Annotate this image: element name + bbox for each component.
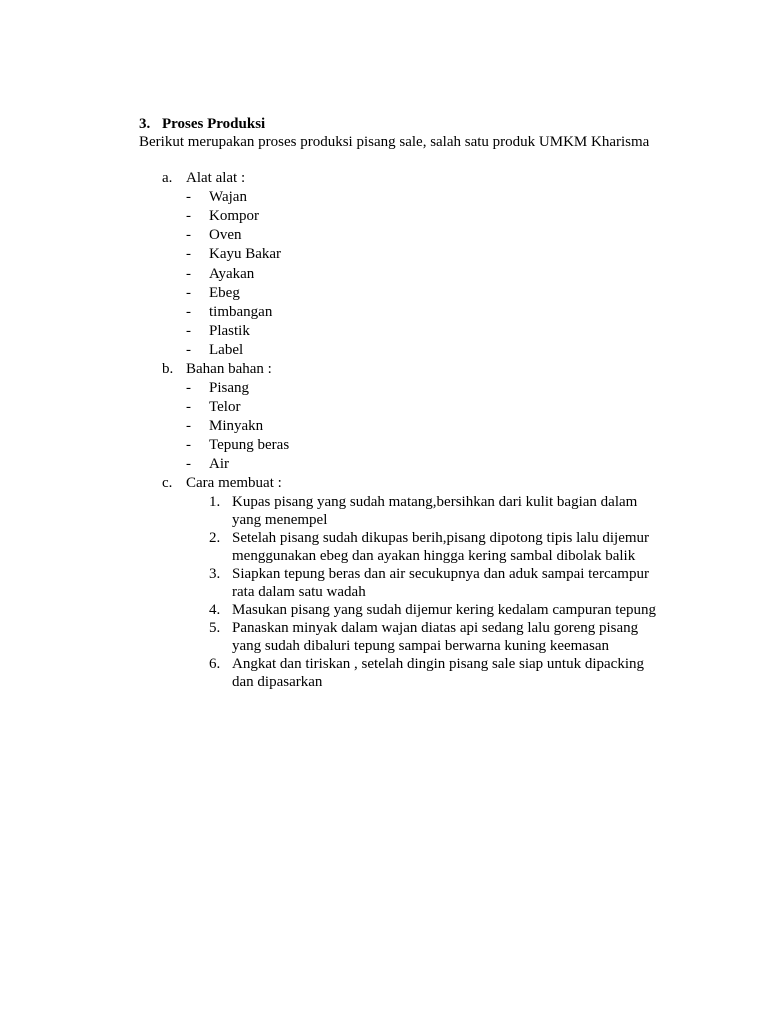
step-text-line: Masukan pisang yang sudah dijemur kering kedalam campuran tepung — [232, 602, 657, 618]
list-item: Tepung beras — [209, 437, 290, 453]
section-title: Proses Produksi — [162, 116, 266, 132]
alat-heading: Alat alat : — [186, 170, 246, 186]
bullet: - — [186, 266, 191, 282]
step-text-line: Setelah pisang sudah dikupas berih,pisang dipotong tipis lalu dijemur — [232, 530, 650, 546]
bullet: - — [186, 456, 191, 472]
step-text-line: rata dalam satu wadah — [232, 584, 366, 600]
list-item: Pisang — [209, 380, 250, 396]
list-item: Oven — [209, 227, 242, 243]
list-item: Kayu Bakar — [209, 246, 282, 262]
bahan-heading: Bahan bahan : — [186, 361, 272, 377]
step-text-line: Siapkan tepung beras dan air secukupnya dan aduk sampai tercampur — [232, 566, 649, 582]
list-item: timbangan — [209, 304, 273, 320]
step-number: 4. — [209, 602, 221, 618]
bullet: - — [186, 323, 191, 339]
step-number: 6. — [209, 656, 221, 672]
step-number: 2. — [209, 530, 221, 546]
bullet: - — [186, 285, 191, 301]
step-number: 3. — [209, 566, 221, 582]
bullet: - — [186, 189, 191, 205]
list-marker-a: a. — [162, 170, 173, 186]
bullet: - — [186, 380, 191, 396]
step-text-line: dan dipasarkan — [232, 674, 323, 690]
list-item: Label — [209, 342, 244, 358]
bullet: - — [186, 246, 191, 262]
bullet: - — [186, 227, 191, 243]
bullet: - — [186, 342, 191, 358]
list-item: Telor — [209, 399, 241, 415]
list-item: Kompor — [209, 208, 259, 224]
step-text-line: yang sudah dibaluri tepung sampai berwarna kuning keemasan — [232, 638, 609, 654]
list-marker-c: c. — [162, 475, 173, 491]
section-number: 3. — [139, 116, 151, 132]
step-text-line: menggunakan ebeg dan ayakan hingga kering sambal dibolak balik — [232, 548, 636, 564]
list-item: Plastik — [209, 323, 250, 339]
step-text-line: Kupas pisang yang sudah matang,bersihkan dari kulit bagian dalam — [232, 494, 638, 510]
list-marker-b: b. — [162, 361, 174, 377]
step-text-line: Angkat dan tiriskan , setelah dingin pisang sale siap untuk dipacking — [232, 656, 645, 672]
bullet: - — [186, 304, 191, 320]
section-intro: Berikut merupakan proses produksi pisang sale, salah satu produk UMKM Kharisma — [139, 134, 650, 150]
step-number: 1. — [209, 494, 221, 510]
step-text-line: Panaskan minyak dalam wajan diatas api sedang lalu goreng pisang — [232, 620, 639, 636]
list-item: Ayakan — [209, 266, 255, 282]
step-text-line: yang menempel — [232, 512, 328, 528]
list-item: Ebeg — [209, 285, 240, 301]
list-item: Minyakn — [209, 418, 264, 434]
bullet: - — [186, 437, 191, 453]
bullet: - — [186, 399, 191, 415]
list-item: Air — [209, 456, 229, 472]
step-number: 5. — [209, 620, 221, 636]
cara-heading: Cara membuat : — [186, 475, 282, 491]
bullet: - — [186, 418, 191, 434]
bullet: - — [186, 208, 191, 224]
list-item: Wajan — [209, 189, 247, 205]
